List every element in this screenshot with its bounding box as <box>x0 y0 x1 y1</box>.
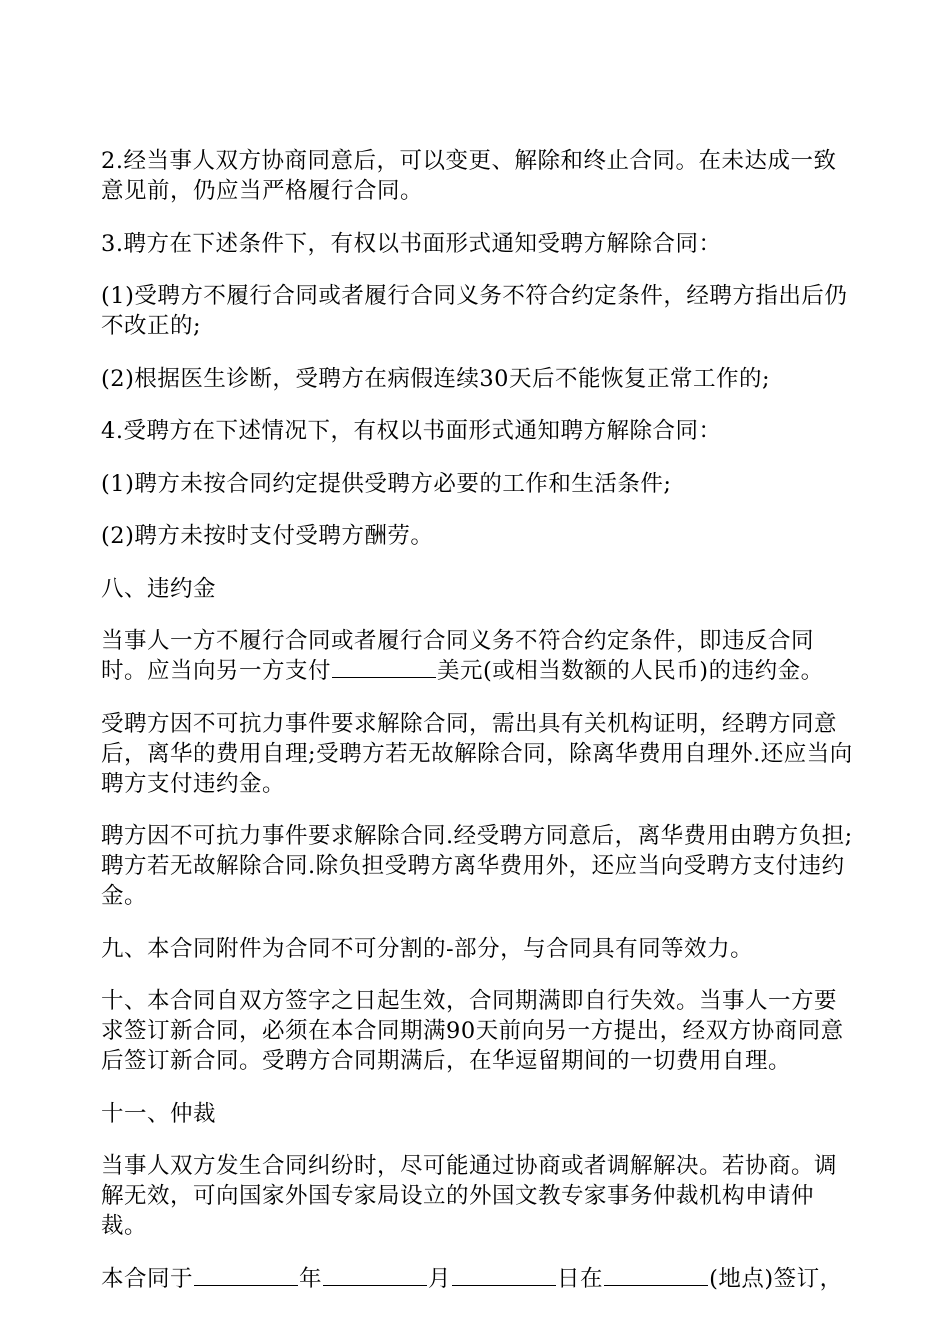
penalty-text-after: 美元(或相当数额的人民币)的违约金。 <box>437 658 824 684</box>
signing-day-label: 日在 <box>557 1265 604 1292</box>
signing-month-label: 月 <box>428 1265 452 1292</box>
arbitration-paragraph: 当事人双方发生合同纠纷时，尽可能通过协商或者调解解决。若协商。调解无效，可向国家外国专家局设立的外国文教专家事务仲裁机构申请仲裁。 <box>101 1153 838 1239</box>
signing-place-label: (地点)签订， <box>709 1265 843 1292</box>
penalty-paragraph <box>101 626 853 686</box>
section-heading-penalty: 八、违约金 <box>101 575 217 602</box>
clause-2-paragraph: 2.经当事人双方协商同意后，可以变更、解除和终止合同。在未达成一致意见前，仍应当严格履行合同。 <box>101 148 837 204</box>
place-blank[interactable] <box>604 1284 708 1286</box>
document-body <box>101 146 853 1316</box>
clause-3-item-2: (2)根据医生诊断，受聘方在病假连续30天后不能恢复正常工作的; <box>101 365 771 392</box>
clause-9-paragraph: 九、本合同附件为合同不可分割的-部分，与合同具有同等效力。 <box>101 935 754 962</box>
year-blank[interactable] <box>194 1284 298 1286</box>
employer-termination-paragraph: 聘方因不可抗力事件要求解除合同.经受聘方同意后，离华费用由聘方负担;聘方若无故解除合同.除负担受聘方离华费用外，还应当向受聘方支付违约金。 <box>101 823 853 909</box>
signing-year-label: 年 <box>299 1265 323 1292</box>
section-heading-arbitration: 十一、仲裁 <box>101 1100 217 1127</box>
clause-10-paragraph: 十、本合同自双方签字之日起生效，合同期满即自行失效。当事人一方要求签订新合同，必须在本合同期满90天前向另一方提出，经双方协商同意后签订新合同。受聘方合同期满后，在华逗留期间的一切费用自理。 <box>101 988 844 1074</box>
clause-3-paragraph: 3.聘方在下述条件下，有权以书面形式通知受聘方解除合同： <box>101 230 722 257</box>
employee-termination-paragraph: 受聘方因不可抗力事件要求解除合同，需出具有关机构证明，经聘方同意后，离华的费用自理;受聘方若无故解除合同，除离华费用自理外.还应当向聘方支付违约金。 <box>101 710 853 797</box>
clause-4-paragraph: 4.受聘方在下述情况下，有权以书面形式通知聘方解除合同： <box>101 418 722 444</box>
clause-4-item-1: (1)聘方未按合同约定提供受聘方必要的工作和生活条件; <box>101 470 672 497</box>
signing-line <box>101 1264 853 1294</box>
month-blank[interactable] <box>323 1284 427 1286</box>
penalty-amount-blank[interactable] <box>332 676 436 678</box>
clause-4-item-2: (2)聘方未按时支付受聘方酬劳。 <box>101 523 434 549</box>
clause-3-item-1: (1)受聘方不履行合同或者履行合同义务不符合约定条件，经聘方指出后仍不改正的; <box>101 283 848 339</box>
penalty-text-before: 当事人一方不履行合同或者履行合同义务不符合约定条件，即违反合同时。应当向另一方支付 <box>101 628 815 684</box>
signing-prefix: 本合同于 <box>101 1265 194 1292</box>
day-blank[interactable] <box>452 1284 556 1286</box>
